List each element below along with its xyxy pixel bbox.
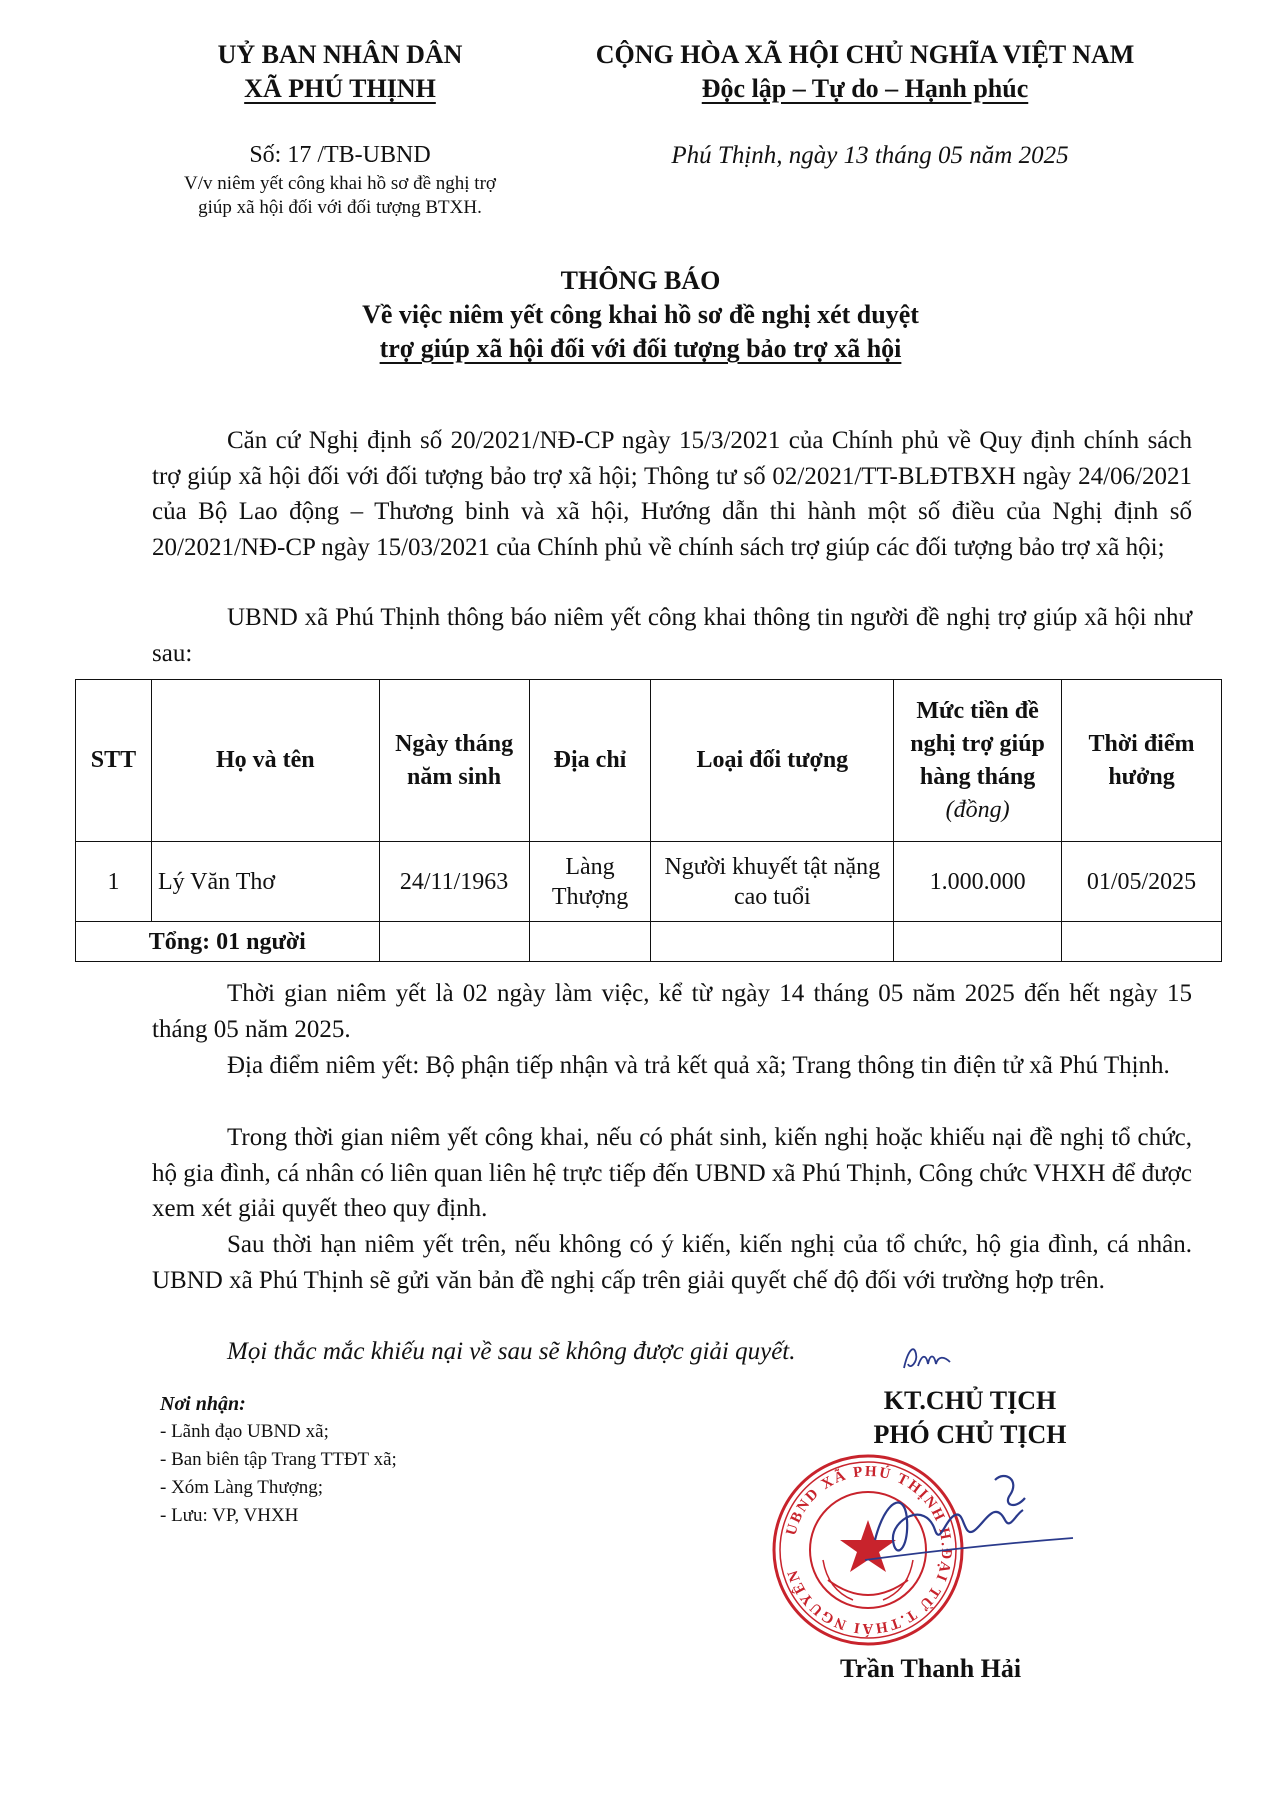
receiver-item: - Xóm Làng Thượng; bbox=[160, 1477, 324, 1498]
cell-start: 01/05/2025 bbox=[1062, 842, 1222, 922]
announcement-text: UBND xã Phú Thịnh thông báo niêm yết công khai thông tin người đề nghị trợ giúp xã hội như sau: bbox=[152, 604, 1192, 667]
place-date: Phú Thịnh, ngày 13 tháng 05 năm 2025 bbox=[671, 142, 1069, 169]
total-empty-5 bbox=[1062, 922, 1222, 962]
svg-text:UBND XÃ PHÚ THỊNH H.ĐẠI TỪ T.T: UBND XÃ PHÚ THỊNH H.ĐẠI TỪ T.THÁI NGUYÊN bbox=[783, 1463, 955, 1637]
col-header-start: Thời điểm hưởng bbox=[1062, 680, 1222, 842]
national-title bbox=[545, 38, 1185, 106]
signer-name: Trần Thanh Hải bbox=[840, 1654, 1022, 1683]
receiver-item: - Lưu: VP, VHXH bbox=[160, 1505, 299, 1526]
col-header-dob: Ngày tháng năm sinh bbox=[379, 680, 529, 842]
posting-location-paragraph bbox=[152, 1048, 1192, 1084]
subject-line-1: V/v niêm yết công khai hồ sơ đề nghị trợ bbox=[184, 173, 496, 194]
posting-location-text: Địa điểm niêm yết: Bộ phận tiếp nhận và trả kết quả xã; Trang thông tin điện tử xã Phú Thịnh. bbox=[227, 1052, 1170, 1079]
signature-block bbox=[820, 1384, 1120, 1452]
receiver-item: - Ban biên tập Trang TTĐT xã; bbox=[160, 1449, 397, 1470]
col-header-amount bbox=[894, 680, 1062, 842]
col-header-stt: STT bbox=[76, 680, 152, 842]
col-header-name: Họ và tên bbox=[151, 680, 379, 842]
table-total-row bbox=[76, 922, 1222, 962]
closing-paragraph bbox=[152, 1334, 1192, 1370]
title-line-1: THÔNG BÁO bbox=[560, 266, 721, 295]
table-header-row bbox=[76, 680, 1222, 842]
total-label: Tổng: 01 người bbox=[76, 922, 380, 962]
cell-address: Làng Thượng bbox=[529, 842, 651, 922]
col-header-address: Địa chỉ bbox=[529, 680, 651, 842]
announcement-paragraph bbox=[152, 600, 1192, 671]
posting-period-paragraph bbox=[152, 976, 1192, 1047]
table-row bbox=[76, 842, 1222, 922]
title-line-2: Về việc niêm yết công khai hồ sơ đề nghị xét duyệt bbox=[362, 300, 919, 329]
col-header-type: Loại đối tượng bbox=[651, 680, 894, 842]
cell-name: Lý Văn Thơ bbox=[151, 842, 379, 922]
total-empty-4 bbox=[894, 922, 1062, 962]
receiver-item: - Lãnh đạo UBND xã; bbox=[160, 1421, 329, 1442]
receivers-heading: Nơi nhận: bbox=[160, 1393, 246, 1415]
legal-basis-paragraph bbox=[152, 423, 1192, 565]
after-posting-text: Sau thời hạn niêm yết trên, nếu không có ý kiến, kiến nghị của tổ chức, hộ gia đình, cá nhân. UBND xã Phú Thịnh sẽ gửi văn bản đề nghị cấp trên giải quyết chế độ đối với trường hợp trên. bbox=[152, 1231, 1192, 1294]
subject-line-2: giúp xã hội đối với đối tượng BTXH. bbox=[198, 197, 482, 218]
legal-basis-text: Căn cứ Nghị định số 20/2021/NĐ-CP ngày 15/3/2021 của Chính phủ về Quy định chính sách trợ giúp xã hội đối với đối tượng bảo trợ xã hội; Thông tư số 02/2021/TT-BLĐTBXH ngày 24/06/2021 của Bộ Lao động – Thương binh và xã hội, Hướng dẫn thi hành một số điều của Nghị định số 20/2021/NĐ-CP ngày 15/03/2021 của Chính phủ về chính sách trợ giúp các đối tượng bảo trợ xã hội; bbox=[152, 427, 1192, 561]
nation-line-1: CỘNG HÒA XÃ HỘI CHỦ NGHĨA VIỆT NAM bbox=[595, 40, 1135, 69]
cell-stt: 1 bbox=[76, 842, 152, 922]
motto-line: Độc lập – Tự do – Hạnh phúc bbox=[701, 74, 1029, 103]
recipient-table bbox=[75, 679, 1222, 962]
initials-mark bbox=[900, 1340, 960, 1376]
total-empty-1 bbox=[379, 922, 529, 962]
document-subject bbox=[110, 172, 570, 220]
total-empty-2 bbox=[529, 922, 651, 962]
complaint-paragraph bbox=[152, 1120, 1192, 1227]
authority-line-1: UỶ BAN NHÂN DÂN bbox=[217, 40, 463, 69]
signer-role-1: KT.CHỦ TỊCH bbox=[883, 1386, 1057, 1415]
title-line-3: trợ giúp xã hội đối với đối tượng bảo trợ xã hội bbox=[379, 334, 902, 363]
amount-unit: (đồng) bbox=[945, 796, 1010, 823]
closing-text: Mọi thắc mắc khiếu nại về sau sẽ không được giải quyết. bbox=[227, 1338, 796, 1365]
total-empty-3 bbox=[651, 922, 894, 962]
authority-line-2: XÃ PHÚ THỊNH bbox=[244, 74, 436, 103]
issuing-authority bbox=[160, 38, 520, 106]
posting-period-text: Thời gian niêm yết là 02 ngày làm việc, kể từ ngày 14 tháng 05 năm 2025 đến hết ngày 15 tháng 05 năm 2025. bbox=[152, 980, 1192, 1043]
document-title bbox=[0, 264, 1281, 366]
cell-type: Người khuyết tật nặng cao tuổi bbox=[651, 842, 894, 922]
receivers-list bbox=[160, 1390, 660, 1530]
cell-amount: 1.000.000 bbox=[894, 842, 1062, 922]
after-posting-paragraph bbox=[152, 1227, 1192, 1298]
amount-header-text: Mức tiền đề nghị trợ giúp hàng tháng bbox=[910, 697, 1045, 790]
document-number: Số: 17 /TB-UBND bbox=[249, 142, 431, 168]
complaint-text: Trong thời gian niêm yết công khai, nếu có phát sinh, kiến nghị hoặc khiếu nại đề nghị tổ chức, hộ gia đình, cá nhân có liên quan liên hệ trực tiếp đến UBND xã Phú Thịnh, Công chức VHXH để được xem xét giải quyết theo quy định. bbox=[152, 1124, 1192, 1222]
signer-role-2: PHÓ CHỦ TỊCH bbox=[873, 1420, 1067, 1449]
cell-dob: 24/11/1963 bbox=[379, 842, 529, 922]
handwritten-signature bbox=[845, 1460, 1075, 1580]
